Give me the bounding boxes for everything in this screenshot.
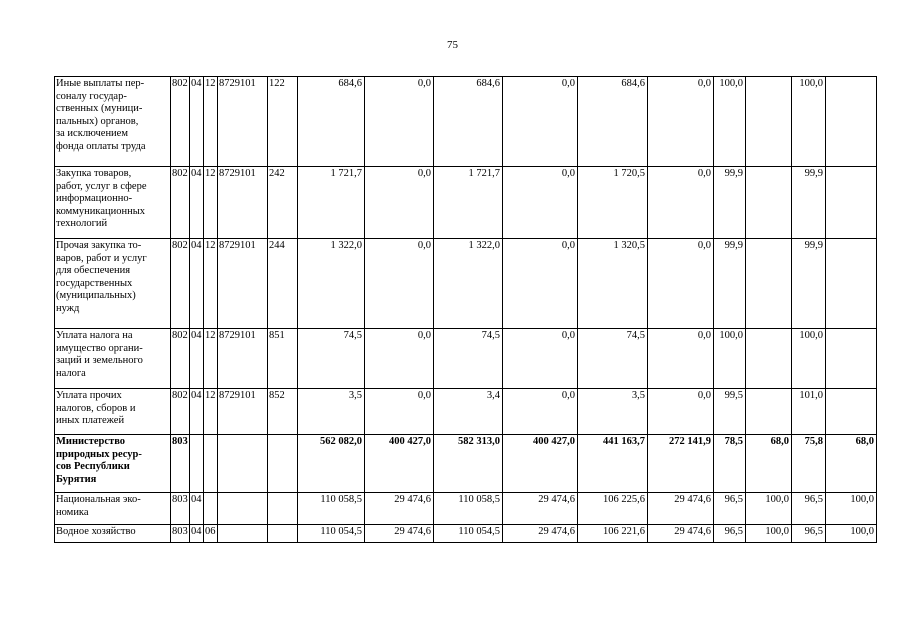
row-name-cell — [55, 389, 171, 435]
plan-total-cell: 562 082,0 — [298, 435, 365, 493]
percent-refined-total-cell: 99,9 — [792, 239, 826, 329]
row-name-line: государственных — [56, 277, 133, 289]
plan-federal-cell: 0,0 — [365, 239, 434, 329]
refined-plan-federal-cell: 0,0 — [503, 389, 578, 435]
table-row — [55, 389, 877, 435]
refined-plan-federal-cell: 400 427,0 — [503, 435, 578, 493]
refined-plan-total-cell: 1 322,0 — [434, 239, 503, 329]
plan-federal-cell: 29 474,6 — [365, 525, 434, 543]
row-name-line: фонда оплаты труда — [56, 140, 146, 152]
subsection-code-cell: 12 — [204, 239, 218, 329]
row-name-line: сов Республики — [56, 461, 130, 472]
grbs-code-cell: 802 — [171, 239, 190, 329]
section-code-cell: 04 — [190, 239, 204, 329]
executed-federal-cell: 0,0 — [648, 239, 714, 329]
expense-type-cell — [268, 525, 298, 543]
refined-plan-federal-cell: 0,0 — [503, 329, 578, 389]
table-row — [55, 525, 877, 543]
expense-type-cell: 851 — [268, 329, 298, 389]
refined-plan-federal-cell: 29 474,6 — [503, 525, 578, 543]
grbs-code-cell: 802 — [171, 389, 190, 435]
row-name-line: Иные выплаты пер- — [56, 78, 145, 89]
subsection-code-cell: 12 — [204, 167, 218, 239]
subsection-code-cell — [204, 493, 218, 525]
refined-plan-total-cell: 74,5 — [434, 329, 503, 389]
row-name-line: Прочая закупка то- — [56, 240, 142, 251]
executed-federal-cell: 29 474,6 — [648, 493, 714, 525]
row-name-line: Бурятия — [56, 473, 97, 485]
table-row — [55, 329, 877, 389]
percent-refined-federal-cell: 100,0 — [826, 525, 877, 543]
row-name-line: заций и земельного — [56, 355, 143, 366]
percent-refined-federal-cell — [826, 239, 877, 329]
section-code-cell: 04 — [190, 389, 204, 435]
row-name-cell — [55, 329, 171, 389]
section-code-cell — [190, 435, 204, 493]
percent-refined-federal-cell: 68,0 — [826, 435, 877, 493]
executed-federal-cell: 29 474,6 — [648, 525, 714, 543]
plan-total-cell: 1 322,0 — [298, 239, 365, 329]
refined-plan-federal-cell: 0,0 — [503, 167, 578, 239]
row-name-cell — [55, 493, 171, 525]
plan-federal-cell: 0,0 — [365, 329, 434, 389]
section-code-cell: 04 — [190, 329, 204, 389]
refined-plan-total-cell: 3,4 — [434, 389, 503, 435]
section-code-cell: 04 — [190, 167, 204, 239]
percent-plan-federal-cell — [746, 239, 792, 329]
plan-total-cell: 110 054,5 — [298, 525, 365, 543]
expense-type-cell: 122 — [268, 77, 298, 167]
executed-federal-cell: 0,0 — [648, 77, 714, 167]
expense-type-cell: 852 — [268, 389, 298, 435]
plan-federal-cell: 0,0 — [365, 389, 434, 435]
row-name-cell — [55, 239, 171, 329]
row-name-line: соналу государ- — [56, 90, 127, 102]
target-article-cell — [218, 493, 268, 525]
plan-total-cell: 684,6 — [298, 77, 365, 167]
percent-plan-federal-cell: 68,0 — [746, 435, 792, 493]
expense-type-cell: 242 — [268, 167, 298, 239]
target-article-cell — [218, 435, 268, 493]
percent-plan-federal-cell — [746, 167, 792, 239]
budget-table — [54, 76, 877, 543]
row-name-line: работ, услуг в сфере — [56, 180, 147, 192]
refined-plan-total-cell: 110 058,5 — [434, 493, 503, 525]
plan-total-cell: 1 721,7 — [298, 167, 365, 239]
grbs-code-cell: 803 — [171, 525, 190, 543]
percent-refined-federal-cell: 100,0 — [826, 493, 877, 525]
section-code-cell: 04 — [190, 493, 204, 525]
plan-total-cell: 74,5 — [298, 329, 365, 389]
executed-federal-cell: 272 141,9 — [648, 435, 714, 493]
table-row — [55, 167, 877, 239]
percent-refined-total-cell: 96,5 — [792, 493, 826, 525]
table-row — [55, 435, 877, 493]
executed-total-cell: 1 320,5 — [578, 239, 648, 329]
row-name-line: Закупка товаров, — [56, 168, 132, 179]
percent-plan-total-cell: 100,0 — [714, 329, 746, 389]
plan-total-cell: 110 058,5 — [298, 493, 365, 525]
row-name-line: технологий — [56, 218, 108, 229]
row-name-cell — [55, 435, 171, 493]
target-article-cell: 8729101 — [218, 239, 268, 329]
percent-refined-federal-cell — [826, 389, 877, 435]
subsection-code-cell: 06 — [204, 525, 218, 543]
plan-federal-cell: 0,0 — [365, 167, 434, 239]
row-name-line: Министерство — [56, 436, 126, 447]
percent-plan-total-cell: 100,0 — [714, 77, 746, 167]
target-article-cell: 8729101 — [218, 167, 268, 239]
refined-plan-total-cell: 110 054,5 — [434, 525, 503, 543]
row-name-cell — [55, 167, 171, 239]
target-article-cell: 8729101 — [218, 77, 268, 167]
target-article-cell — [218, 525, 268, 543]
grbs-code-cell: 803 — [171, 493, 190, 525]
executed-total-cell: 74,5 — [578, 329, 648, 389]
row-name-line: нужд — [56, 302, 80, 314]
refined-plan-total-cell: 684,6 — [434, 77, 503, 167]
percent-refined-total-cell: 96,5 — [792, 525, 826, 543]
row-name-line: за исключением — [56, 128, 128, 139]
percent-plan-federal-cell — [746, 389, 792, 435]
refined-plan-federal-cell: 0,0 — [503, 77, 578, 167]
percent-plan-total-cell: 78,5 — [714, 435, 746, 493]
grbs-code-cell: 802 — [171, 77, 190, 167]
row-name-cell — [55, 77, 171, 167]
executed-total-cell: 441 163,7 — [578, 435, 648, 493]
target-article-cell: 8729101 — [218, 389, 268, 435]
plan-federal-cell: 29 474,6 — [365, 493, 434, 525]
executed-federal-cell: 0,0 — [648, 329, 714, 389]
row-name-line: пальных) органов, — [56, 115, 139, 127]
page-number: 75 — [447, 39, 458, 51]
grbs-code-cell: 802 — [171, 167, 190, 239]
table-row — [55, 77, 877, 167]
expense-type-cell — [268, 435, 298, 493]
percent-plan-total-cell: 99,5 — [714, 389, 746, 435]
executed-total-cell: 684,6 — [578, 77, 648, 167]
percent-plan-federal-cell: 100,0 — [746, 525, 792, 543]
percent-plan-total-cell: 96,5 — [714, 493, 746, 525]
subsection-code-cell — [204, 435, 218, 493]
percent-refined-federal-cell — [826, 167, 877, 239]
percent-plan-federal-cell — [746, 77, 792, 167]
percent-refined-total-cell: 75,8 — [792, 435, 826, 493]
grbs-code-cell: 802 — [171, 329, 190, 389]
percent-plan-federal-cell — [746, 329, 792, 389]
percent-plan-total-cell: 99,9 — [714, 167, 746, 239]
percent-plan-total-cell: 99,9 — [714, 239, 746, 329]
plan-total-cell: 3,5 — [298, 389, 365, 435]
refined-plan-federal-cell: 0,0 — [503, 239, 578, 329]
percent-refined-total-cell: 99,9 — [792, 167, 826, 239]
row-name-line: информационно- — [56, 193, 133, 204]
subsection-code-cell: 12 — [204, 329, 218, 389]
section-code-cell: 04 — [190, 77, 204, 167]
row-name-line: для обеспечения — [56, 265, 131, 276]
expense-type-cell: 244 — [268, 239, 298, 329]
refined-plan-federal-cell: 29 474,6 — [503, 493, 578, 525]
executed-federal-cell: 0,0 — [648, 167, 714, 239]
table-row — [55, 239, 877, 329]
row-name-cell — [55, 525, 171, 543]
table-row — [55, 493, 877, 525]
expense-type-cell — [268, 493, 298, 525]
row-name-line: варов, работ и услуг — [56, 252, 147, 264]
row-name-line: ственных (муници- — [56, 103, 143, 114]
target-article-cell: 8729101 — [218, 329, 268, 389]
percent-refined-total-cell: 100,0 — [792, 77, 826, 167]
percent-refined-total-cell: 100,0 — [792, 329, 826, 389]
row-name-line: коммуникационных — [56, 205, 146, 217]
subsection-code-cell: 12 — [204, 389, 218, 435]
executed-total-cell: 106 221,6 — [578, 525, 648, 543]
row-name-line: номика — [56, 506, 89, 518]
subsection-code-cell: 12 — [204, 77, 218, 167]
row-name-line: иных платежей — [56, 415, 125, 426]
executed-total-cell: 106 225,6 — [578, 493, 648, 525]
row-name-line: налога — [56, 367, 86, 379]
refined-plan-total-cell: 582 313,0 — [434, 435, 503, 493]
refined-plan-total-cell: 1 721,7 — [434, 167, 503, 239]
row-name-line: Уплата налога на — [56, 330, 133, 341]
plan-federal-cell: 400 427,0 — [365, 435, 434, 493]
row-name-line: Уплата прочих — [56, 390, 122, 401]
percent-refined-total-cell: 101,0 — [792, 389, 826, 435]
plan-federal-cell: 0,0 — [365, 77, 434, 167]
percent-refined-federal-cell — [826, 77, 877, 167]
percent-plan-federal-cell: 100,0 — [746, 493, 792, 525]
executed-federal-cell: 0,0 — [648, 389, 714, 435]
row-name-line: Водное хозяйство — [56, 526, 136, 537]
row-name-line: природных ресур- — [56, 448, 142, 460]
section-code-cell: 04 — [190, 525, 204, 543]
row-name-line: Национальная эко- — [56, 494, 141, 505]
percent-refined-federal-cell — [826, 329, 877, 389]
row-name-line: (муниципальных) — [56, 290, 136, 301]
executed-total-cell: 1 720,5 — [578, 167, 648, 239]
executed-total-cell: 3,5 — [578, 389, 648, 435]
percent-plan-total-cell: 96,5 — [714, 525, 746, 543]
row-name-line: имущество органи- — [56, 342, 143, 354]
row-name-line: налогов, сборов и — [56, 402, 136, 414]
grbs-code-cell: 803 — [171, 435, 190, 493]
